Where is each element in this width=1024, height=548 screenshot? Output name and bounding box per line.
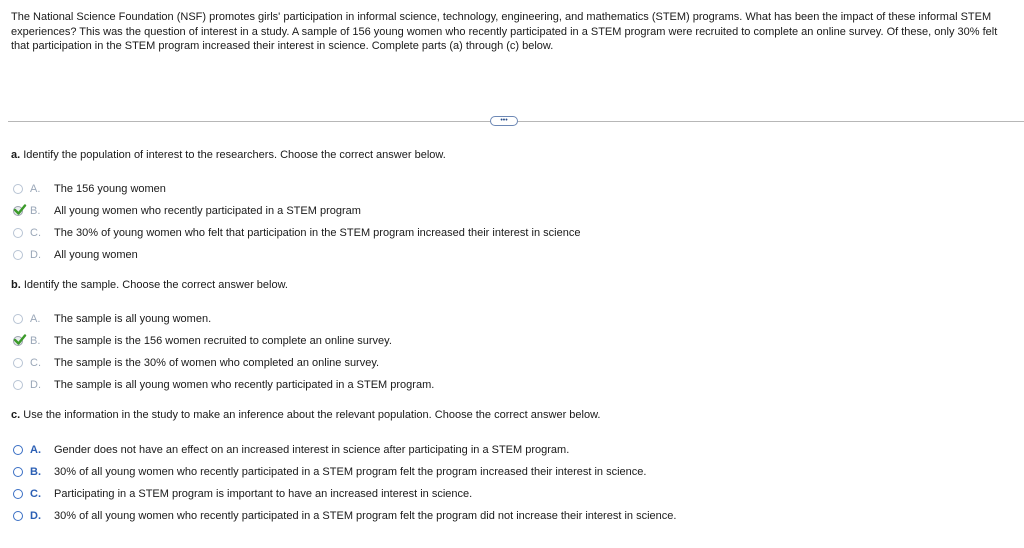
part-c-text: Use the information in the study to make an inference about the relevant population. Choose the correct answer below. <box>23 409 601 421</box>
question-intro: The National Science Foundation (NSF) promotes girls' participation in informal science, technology, engineering, and mathematics (STEM) programs. What has been the impact of these informal STEM experiences? This was the question of interest in a study. A sample of 156 young women who recently participated in a STEM program were recruited to complete an online survey. Of these, only 30% felt that participation in the STEM program increased their interest in science. Complete parts (a) through (c) below. <box>11 11 998 52</box>
radio-button[interactable] <box>13 358 23 368</box>
option-letter: C. <box>30 488 41 500</box>
part-a-question <box>11 148 446 162</box>
option-letter: C. <box>30 357 41 369</box>
more-button[interactable] <box>490 116 518 126</box>
option-text: The 30% of young women who felt that participation in the STEM program increased their interest in science <box>54 227 581 239</box>
option-letter: A. <box>30 444 41 456</box>
radio-button[interactable] <box>13 445 23 455</box>
green-check-icon <box>13 334 27 346</box>
option-text: All young women who recently participated in a STEM program <box>54 205 361 217</box>
part-b-option-a[interactable] <box>13 312 211 326</box>
option-letter: B. <box>30 205 41 217</box>
option-text: Gender does not have an effect on an increased interest in science after participating in a STEM program. <box>54 444 570 456</box>
radio-button[interactable] <box>13 467 23 477</box>
option-letter: B. <box>30 466 41 478</box>
part-c-option-a[interactable] <box>13 443 569 457</box>
option-letter: D. <box>30 379 41 391</box>
option-letter: A. <box>30 313 41 325</box>
radio-button[interactable] <box>13 250 23 260</box>
part-b-label: b. <box>11 279 21 291</box>
radio-button[interactable] <box>13 489 23 499</box>
option-text: The 156 young women <box>54 183 166 195</box>
option-text: Participating in a STEM program is important to have an increased interest in science. <box>54 488 473 500</box>
part-a-text: Identify the population of interest to the researchers. Choose the correct answer below. <box>23 149 446 161</box>
radio-button[interactable] <box>13 184 23 194</box>
part-b-option-d[interactable] <box>13 378 434 392</box>
option-text: The sample is all young women. <box>54 313 212 325</box>
option-text: The sample is the 156 women recruited to complete an online survey. <box>54 335 392 347</box>
part-a-label: a. <box>11 149 21 161</box>
radio-button[interactable] <box>13 380 23 390</box>
option-letter: D. <box>30 249 41 261</box>
option-text: The sample is all young women who recently participated in a STEM program. <box>54 379 435 391</box>
part-c-question <box>11 408 600 422</box>
radio-button[interactable] <box>13 228 23 238</box>
part-c-option-d[interactable] <box>13 509 676 523</box>
radio-button-selected[interactable] <box>13 206 23 216</box>
part-b-option-c[interactable] <box>13 356 379 370</box>
part-c-option-c[interactable] <box>13 487 472 501</box>
part-c-label: c. <box>11 409 21 421</box>
option-text: All young women <box>54 249 138 261</box>
part-c-option-b[interactable] <box>13 465 646 479</box>
option-letter: B. <box>30 335 41 347</box>
option-letter: D. <box>30 510 41 522</box>
option-letter: A. <box>30 183 41 195</box>
radio-button[interactable] <box>13 511 23 521</box>
green-check-icon <box>13 204 27 216</box>
part-a-option-b[interactable] <box>13 204 361 218</box>
part-b-option-b[interactable] <box>13 334 392 348</box>
part-a-option-a[interactable] <box>13 182 166 196</box>
option-text: 30% of all young women who recently participated in a STEM program felt the program increased their interest in science. <box>54 466 647 478</box>
option-letter: C. <box>30 227 41 239</box>
part-b-question <box>11 278 288 292</box>
radio-button[interactable] <box>13 314 23 324</box>
part-a-option-c[interactable] <box>13 226 580 240</box>
part-a-option-d[interactable] <box>13 248 138 262</box>
radio-button-selected[interactable] <box>13 336 23 346</box>
option-text: 30% of all young women who recently participated in a STEM program felt the program did not increase their interest in science. <box>54 510 677 522</box>
part-b-text: Identify the sample. Choose the correct answer below. <box>23 279 288 291</box>
ellipsis-icon: ••• <box>500 117 508 124</box>
option-text: The sample is the 30% of women who completed an online survey. <box>54 357 380 369</box>
